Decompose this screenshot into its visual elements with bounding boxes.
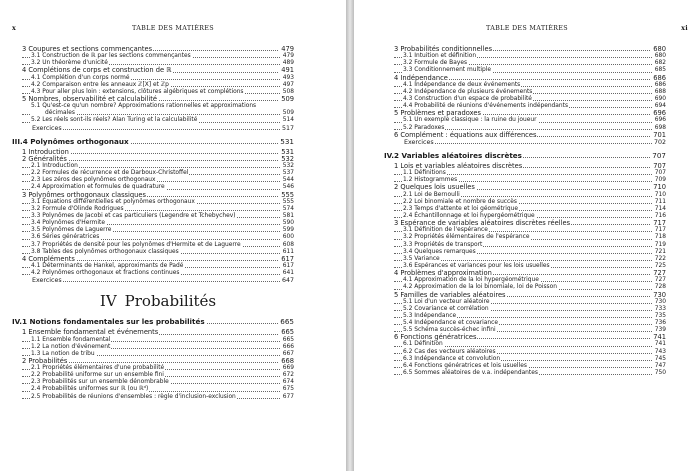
running-title: TABLE DES MATIÈRES — [132, 24, 214, 32]
toc-page-number: 743 — [654, 348, 666, 355]
toc-part — [12, 317, 294, 326]
toc-page-number: 479 — [281, 45, 294, 53]
part-title: Probabilités — [124, 292, 217, 311]
toc-page-number: 665 — [280, 317, 294, 327]
toc-entry-title: 4.4 Probabilité de réunions d'événements indépendants — [403, 103, 569, 110]
toc-entry-title: 3 Polynômes orthogonaux classiques — [22, 190, 146, 199]
toc-page-number: 739 — [654, 327, 666, 334]
toc-page-number: 698 — [654, 124, 666, 131]
toc-section — [22, 117, 294, 124]
toc-entry-title: 2.3 Les zéros des polynômes orthogonaux — [31, 177, 156, 184]
toc-entry-title: 2.4 Approximation et formules de quadrature — [31, 184, 165, 191]
toc-page-number: 599 — [282, 227, 294, 234]
table-of-contents — [384, 45, 666, 377]
toc-page-number: 696 — [654, 117, 666, 124]
toc-entry-title: 2.1 Propriétés élémentaires d'une probabilité — [31, 365, 165, 372]
toc-entry-title: 4 Indépendance — [394, 73, 448, 82]
toc-page-number: 675 — [282, 386, 294, 393]
toc-page-number: 489 — [282, 60, 294, 67]
toc-entry-title: 3.5 Variance — [403, 255, 440, 262]
toc-page-number: 497 — [282, 81, 294, 88]
toc-entry-title: 1.2 La notion d'événement — [31, 343, 111, 350]
toc-entry-title: 3.6 Séries génératrices — [31, 234, 100, 241]
toc-page-number: 531 — [281, 147, 294, 156]
toc-entry-title: 3.8 Tables des polynômes orthogonaux classiques — [31, 248, 179, 255]
toc-page-number: 546 — [282, 184, 294, 191]
toc-entry-title: 3.2 Formule d'Olinde Rodrigues — [31, 205, 124, 212]
toc-section — [394, 249, 666, 256]
toc-page-number: 611 — [282, 248, 294, 255]
toc-entry-title: 3.1 Équations différentielles et polynômes orthogonaux — [31, 198, 195, 205]
toc-section — [394, 341, 666, 348]
toc-page-number: 725 — [654, 262, 666, 269]
toc-entry-title: 5.5 Schéma succès-échec infini — [403, 327, 496, 334]
toc-entry-title: 5 Problèmes et paradoxes — [394, 109, 481, 118]
toc-exercises — [22, 125, 294, 132]
toc-page-number: 727 — [653, 269, 666, 278]
book-gutter — [346, 0, 354, 471]
toc-page-number: 641 — [282, 270, 294, 277]
toc-chapter — [22, 329, 294, 336]
toc-entry-title: Exercices — [22, 125, 63, 132]
toc-page-number: 747 — [654, 362, 666, 369]
toc-page-number: 665 — [281, 328, 294, 337]
toc-entry-title: 4.1 Déterminants de Hankel, approximants de Padé — [31, 262, 184, 269]
toc-page-number: 686 — [654, 81, 666, 88]
table-of-contents — [12, 45, 294, 401]
toc-entry-title: 5.1 Un exemple classique : la ruine du joueur — [403, 117, 537, 124]
toc-part — [384, 151, 666, 160]
toc-entry-title: 3.4 Polynômes d'Hermite — [31, 220, 105, 227]
toc-page-number: 666 — [282, 343, 294, 350]
toc-page-number: 590 — [282, 220, 294, 227]
running-header — [366, 24, 688, 34]
running-header — [12, 24, 334, 34]
toc-entry-title: 4 Complétions de corps et construction de ℝ — [22, 66, 172, 75]
toc-entry-title: 2.1 Introduction — [31, 162, 78, 169]
toc-section — [22, 242, 294, 249]
toc-entry-title: 2.5 Probabilités de réunions d'ensembles : règle d'inclusion-exclusion — [31, 393, 236, 400]
toc-entry-title: 2.2 Formules de récurrence et de Darboux-Christoffel — [31, 170, 189, 177]
toc-page-number: 531 — [280, 136, 294, 146]
toc-page-number: 750 — [654, 370, 666, 377]
toc-entry-title: 5.1 Loi d'un vecteur aléatoire — [403, 298, 490, 305]
toc-chapter — [22, 96, 294, 103]
toc-page-number: 544 — [282, 177, 294, 184]
toc-page-number: 537 — [282, 170, 294, 177]
toc-section — [394, 60, 666, 67]
toc-page-number: 617 — [281, 254, 294, 263]
toc-section — [22, 344, 294, 351]
toc-entry-title: III.4 Polynômes orthogonaux — [12, 136, 129, 146]
toc-section — [22, 263, 294, 270]
toc-entry-title: IV.2 Variables aléatoires discrètes — [384, 150, 522, 160]
toc-entry-title: 4.1 Complétion d'un corps normé — [31, 74, 130, 81]
toc-entry-title: 3 Coupures et sections commençantes — [22, 45, 153, 53]
toc-entry-title: 5.4 Indépendance et covariance — [403, 320, 498, 327]
right-page — [354, 0, 700, 471]
toc-page-number: 508 — [282, 88, 294, 95]
toc-page-number: 682 — [654, 60, 666, 67]
toc-page-number: 710 — [653, 183, 666, 192]
toc-section — [394, 299, 666, 306]
toc-chapter — [394, 184, 666, 191]
toc-page-number: 735 — [654, 312, 666, 319]
toc-entry-title: 3.6 Espérances et variances pour les lois usuelles — [403, 262, 550, 269]
part-heading — [22, 290, 294, 312]
toc-page-number: 694 — [654, 103, 666, 110]
toc-page-number: 677 — [282, 393, 294, 400]
toc-page-number: 730 — [653, 290, 666, 299]
toc-page-number: 665 — [282, 336, 294, 343]
toc-entry-title: 2.3 Temps d'attente et loi géométrique — [403, 205, 518, 212]
toc-page-number: 509 — [282, 110, 294, 117]
toc-entry-title: IV.1 Notions fondamentales sur les probabilités — [12, 317, 205, 327]
toc-entry-title: 5.1 Qu'est-ce qu'un nombre? Approximations rationnelles et approximations — [31, 103, 257, 110]
toc-page-number: 669 — [282, 365, 294, 372]
toc-entry-title: 3.1 Définition de l'espérance — [403, 227, 488, 234]
toc-page-number: 581 — [282, 212, 294, 219]
toc-page-number: 680 — [654, 53, 666, 60]
toc-entry-title: 1 Introduction — [22, 147, 69, 156]
toc-section — [22, 199, 294, 206]
toc-chapter — [22, 256, 294, 263]
toc-page-number: 685 — [654, 67, 666, 74]
toc-entry-title: 2.4 Échantillonnage et loi hypergéométrique — [403, 212, 535, 219]
toc-page-number: 532 — [281, 154, 294, 163]
toc-page-number: 668 — [281, 356, 294, 365]
toc-page-number: 517 — [281, 124, 294, 132]
toc-entry-title: 3.1 Intuition et définition — [403, 53, 477, 60]
toc-page-number: 707 — [652, 150, 666, 160]
toc-page-number: 728 — [654, 284, 666, 291]
toc-page-number: 696 — [653, 109, 666, 118]
toc-section — [22, 394, 294, 401]
toc-section — [394, 256, 666, 263]
toc-section — [394, 242, 666, 249]
toc-entry-title: 3 Espérance de variables aléatoires discrètes réelles — [394, 219, 571, 228]
page-number: xi — [681, 24, 688, 32]
toc-page-number: 667 — [282, 350, 294, 357]
toc-chapter — [22, 156, 294, 163]
toc-chapter — [394, 110, 666, 117]
toc-section — [394, 356, 666, 363]
toc-page-number: 736 — [654, 320, 666, 327]
toc-entry-title: 1 Ensemble fondamental et événements — [22, 328, 159, 337]
part-roman: IV — [99, 292, 117, 311]
toc-section — [394, 306, 666, 313]
toc-entry-title: 4.1 Approximation de la loi hypergéométrique — [403, 277, 539, 284]
toc-page-number: 491 — [281, 66, 294, 75]
toc-page-number: 680 — [653, 45, 666, 53]
toc-page-number: 719 — [654, 241, 666, 248]
toc-entry-title: 4.2 Indépendance de plusieurs événements — [403, 88, 533, 95]
toc-chapter — [22, 358, 294, 365]
toc-entry-title: 4.2 Approximation de la loi binomiale, loi de Poisson — [403, 284, 557, 291]
toc-page-number: 711 — [654, 198, 666, 205]
toc-section — [394, 349, 666, 356]
toc-page-number: 718 — [654, 234, 666, 241]
toc-page-number: 674 — [282, 379, 294, 386]
toc-entry-title: 3.2 Formule de Bayes — [403, 60, 468, 67]
toc-chapter — [22, 192, 294, 199]
toc-page-number: 741 — [654, 341, 666, 348]
left-page — [0, 0, 346, 471]
toc-page-number: 672 — [282, 372, 294, 379]
toc-entry-title: 1 Lois et variables aléatoires discrètes — [394, 161, 523, 170]
toc-entry-title: 2.4 Probabilités uniformes sur ℝ (ou ℝᵈ) — [31, 386, 149, 393]
toc-chapter — [394, 132, 666, 139]
toc-page-number: 509 — [281, 94, 294, 103]
toc-entry-title: 2 Probabilités — [22, 356, 68, 365]
toc-entry-title: 3.7 Propriétés de densité pour les polynômes d'Hermite et de Laguerre — [31, 241, 241, 248]
toc-entry-title: 4.1 Indépendance de deux événements — [403, 81, 521, 88]
toc-section — [394, 313, 666, 320]
toc-section — [394, 192, 666, 199]
toc-entry-title: Exercices — [394, 139, 435, 146]
toc-section — [22, 177, 294, 184]
toc-section — [22, 75, 294, 82]
toc-section — [394, 363, 666, 370]
toc-section — [22, 82, 294, 89]
toc-entry-title: 2.1 Loi de Bernoulli — [403, 191, 460, 198]
toc-section — [22, 270, 294, 277]
toc-chapter — [394, 292, 666, 299]
toc-chapter — [394, 75, 666, 82]
toc-page-number: 479 — [282, 53, 294, 60]
toc-part — [12, 137, 294, 146]
toc-entry-title: 5 Familles de variables aléatoires — [394, 290, 506, 299]
toc-entry-title: Exercices — [22, 277, 63, 284]
toc-page-number: 701 — [653, 130, 666, 139]
toc-page-number: 709 — [654, 177, 666, 184]
toc-entry-title: 6.5 Sommes aléatoires de v.a. indépendantes — [403, 370, 538, 377]
toc-page-number: 722 — [654, 255, 666, 262]
toc-entry-title: 4.2 Comparaison entre les anneaux ℤ[X] et ℤp — [31, 81, 169, 88]
toc-entry-title: 2.2 Loi binomiale et nombre de succès — [403, 198, 517, 205]
toc-entry-title: 3.2 Un théorème d'unicité — [31, 60, 108, 67]
toc-page-number: 721 — [654, 248, 666, 255]
toc-entry-title: 2.3 Probabilités sur un ensemble dénombrable — [31, 379, 169, 386]
toc-entry-title: 3.3 Conditionnement multiple — [403, 67, 492, 74]
toc-entry-title: 1.3 La notion de tribu — [31, 350, 95, 357]
toc-entry-title: 1.1 Ensemble fondamental — [31, 336, 111, 343]
toc-entry-title: décimales — [31, 110, 76, 117]
running-title: TABLE DES MATIÈRES — [486, 24, 568, 32]
toc-entry-title: 3.5 Polynômes de Laguerre — [31, 227, 112, 234]
toc-page-number: 702 — [653, 138, 666, 146]
toc-entry-title: 5.2 Paradoxes — [403, 124, 445, 131]
toc-entry-title: 3 Probabilités conditionnelles — [394, 45, 493, 53]
toc-page-number: 745 — [654, 355, 666, 362]
toc-entry-title: 2 Quelques lois usuelles — [394, 183, 475, 192]
toc-page-number: 555 — [282, 198, 294, 205]
toc-entry-title: 1.1 Définitions — [403, 170, 446, 177]
toc-page-number: 727 — [654, 277, 666, 284]
toc-entry-title: 6.1 Définition — [403, 341, 443, 348]
toc-page-number: 532 — [282, 162, 294, 169]
toc-page-number: 717 — [654, 227, 666, 234]
toc-page-number: 714 — [654, 205, 666, 212]
toc-entry-title: 4.3 Construction d'un espace de probabilité — [403, 95, 532, 102]
toc-page-number: 690 — [654, 95, 666, 102]
toc-section — [22, 234, 294, 241]
toc-page-number: 717 — [653, 219, 666, 228]
toc-page-number: 617 — [282, 262, 294, 269]
toc-section — [394, 117, 666, 124]
toc-section — [394, 277, 666, 284]
toc-section — [394, 199, 666, 206]
toc-entry-title: 4.3 Pour aller plus loin : extensions, clôtures algébriques et complétions — [31, 88, 244, 95]
toc-page-number: 686 — [653, 73, 666, 82]
toc-page-number: 688 — [654, 88, 666, 95]
toc-entry-title: 3.2 Propriétés élémentaires de l'espérance — [403, 234, 530, 241]
toc-entry-title: 3.3 Polynômes de Jacobi et cas particuliers (Legendre et Tchebychev) — [31, 212, 236, 219]
toc-section — [394, 89, 666, 96]
toc-section — [394, 170, 666, 177]
toc-entry-title: 5.3 Indépendance — [403, 312, 457, 319]
toc-section — [394, 82, 666, 89]
toc-entry-title: 5.2 Les réels sont-ils réels? Alan Turing et la calculabilité — [31, 117, 198, 124]
toc-section — [394, 206, 666, 213]
toc-page-number: 555 — [281, 190, 294, 199]
toc-entry-title: 6.2 Cas des vecteurs aléatoires — [403, 348, 496, 355]
toc-page-number: 608 — [282, 241, 294, 248]
toc-entry-title: 2 Généralités — [22, 154, 67, 163]
toc-page-number: 716 — [654, 212, 666, 219]
toc-page-number: 647 — [281, 277, 294, 285]
toc-entry-title: 5 Nombres, observabilité et calculabilité — [22, 94, 158, 103]
toc-section — [394, 234, 666, 241]
page-number: x — [12, 24, 17, 32]
toc-page-number: 733 — [654, 305, 666, 312]
toc-section — [394, 370, 666, 377]
toc-entry-title: 6.3 Indépendance et convolution — [403, 355, 501, 362]
toc-exercises — [22, 277, 294, 284]
toc-entry-title: 4 Problèmes d'approximation — [394, 269, 492, 278]
toc-entry-title: 1.2 Histogrammes — [403, 177, 458, 184]
toc-page-number: 710 — [654, 191, 666, 198]
toc-exercises — [394, 139, 666, 146]
toc-entry-title: 6 Complément : équations aux différences — [394, 130, 537, 139]
toc-page-number: 707 — [654, 170, 666, 177]
toc-section — [22, 206, 294, 213]
toc-entry-title: 3.3 Propriétés de transport — [403, 241, 483, 248]
toc-entry-title: 6.4 Fonctions génératrices et lois usuelles — [403, 362, 527, 369]
toc-section — [22, 386, 294, 393]
toc-entry-title: 3.4 Quelques remarques — [403, 248, 476, 255]
toc-page-number: 600 — [282, 234, 294, 241]
toc-page-number: 574 — [282, 205, 294, 212]
toc-entry-title: 4.2 Polynômes orthogonaux et fractions continues — [31, 270, 180, 277]
toc-entry-title: 4 Compléments — [22, 254, 75, 263]
toc-entry-title: 3.1 Construction de ℝ par les sections commençantes — [31, 53, 191, 60]
toc-entry-title: 5.2 Covariance et corrélation — [403, 305, 489, 312]
toc-entry-title: 6 Fonctions génératrices — [394, 333, 477, 342]
toc-page-number: 741 — [653, 333, 666, 342]
toc-chapter — [22, 67, 294, 74]
toc-page-number: 514 — [282, 117, 294, 124]
toc-page-number: 493 — [282, 74, 294, 81]
toc-page-number: 707 — [653, 161, 666, 170]
toc-section — [22, 337, 294, 344]
toc-section — [394, 53, 666, 60]
toc-page-number: 730 — [654, 298, 666, 305]
toc-entry-title: 2.2 Probabilité uniforme sur un ensemble fini — [31, 372, 164, 379]
